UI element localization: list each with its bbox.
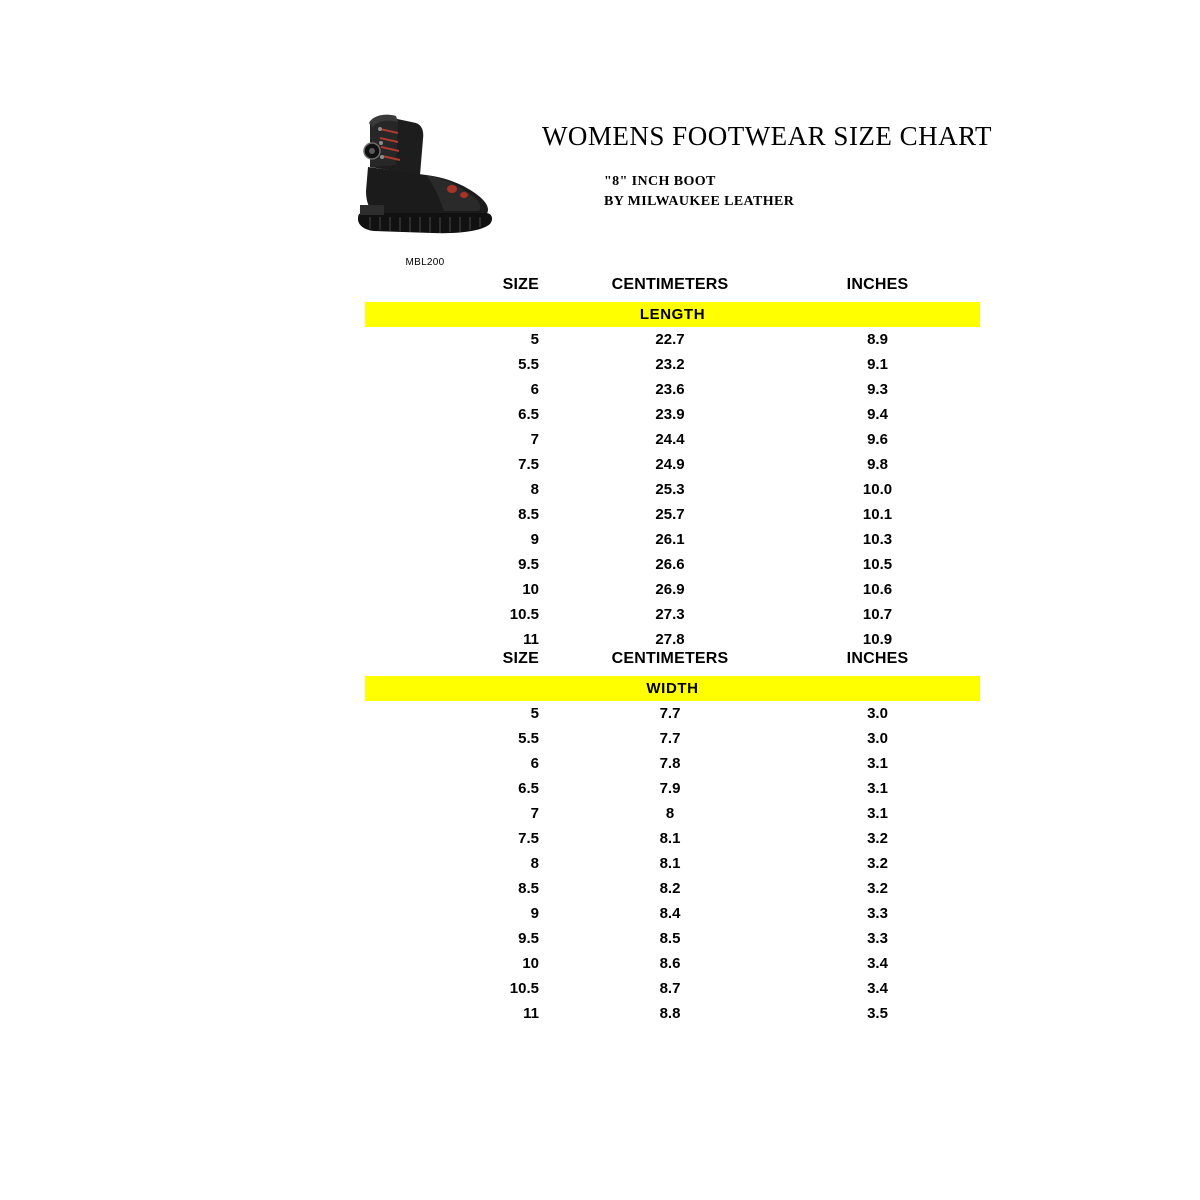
cell-size: 11 <box>523 631 539 648</box>
cell-size: 8.5 <box>518 880 539 897</box>
cell-centimeters: 8.4 <box>659 905 681 922</box>
subtitle-block <box>512 172 1022 212</box>
table-row <box>365 776 980 801</box>
column-header-centimeters: CENTIMETERS <box>611 650 729 667</box>
boot-photo-icon <box>340 105 510 255</box>
cell-size: 10 <box>522 581 539 598</box>
cell-centimeters: 26.9 <box>655 581 685 598</box>
cell-inches: 3.2 <box>867 830 888 847</box>
column-header-size: SIZE <box>502 276 539 293</box>
cell-size: 10.5 <box>509 606 539 623</box>
table-row <box>365 701 980 726</box>
section-band-length <box>365 302 980 327</box>
cell-size: 5.5 <box>518 730 539 747</box>
table-row <box>365 477 980 502</box>
table-row <box>365 951 980 976</box>
length-size-table <box>365 272 980 652</box>
cell-inches: 8.9 <box>867 331 888 348</box>
cell-size: 7.5 <box>518 456 539 473</box>
cell-centimeters: 24.9 <box>655 456 685 473</box>
cell-centimeters: 8 <box>665 805 675 822</box>
cell-size: 10 <box>522 955 539 972</box>
table-header-row <box>365 646 980 676</box>
table-row <box>365 726 980 751</box>
cell-size: 7.5 <box>518 830 539 847</box>
table-row <box>365 901 980 926</box>
cell-inches: 3.2 <box>867 855 888 872</box>
table-row <box>365 926 980 951</box>
column-header-centimeters: CENTIMETERS <box>611 276 729 293</box>
table-row <box>365 602 980 627</box>
cell-centimeters: 7.7 <box>659 730 681 747</box>
subtitle-product: "8" INCH BOOT <box>604 174 716 189</box>
section-band-width <box>365 676 980 701</box>
cell-size: 10.5 <box>509 980 539 997</box>
cell-inches: 3.0 <box>867 705 888 722</box>
table-row <box>365 377 980 402</box>
cell-centimeters: 25.3 <box>655 481 685 498</box>
table-row <box>365 851 980 876</box>
column-header-inches: INCHES <box>846 650 909 667</box>
cell-inches: 10.0 <box>862 481 893 498</box>
cell-size: 5 <box>530 705 539 722</box>
cell-centimeters: 8.6 <box>659 955 681 972</box>
cell-inches: 10.9 <box>862 631 893 648</box>
column-header-inches: INCHES <box>846 276 909 293</box>
cell-centimeters: 7.9 <box>659 780 681 797</box>
cell-centimeters: 8.2 <box>659 880 681 897</box>
cell-size: 8 <box>530 855 539 872</box>
cell-size: 5.5 <box>518 356 539 373</box>
cell-centimeters: 22.7 <box>655 331 685 348</box>
cell-size: 6.5 <box>518 780 539 797</box>
table-row <box>365 801 980 826</box>
cell-size: 9.5 <box>518 930 539 947</box>
cell-inches: 3.0 <box>867 730 888 747</box>
cell-size: 11 <box>523 1005 539 1022</box>
cell-centimeters: 7.7 <box>659 705 681 722</box>
table-row <box>365 826 980 851</box>
cell-centimeters: 25.7 <box>655 506 685 523</box>
cell-inches: 3.2 <box>867 880 888 897</box>
cell-centimeters: 26.6 <box>655 556 685 573</box>
cell-size: 6 <box>530 755 539 772</box>
cell-centimeters: 23.2 <box>655 356 685 373</box>
cell-inches: 3.1 <box>867 780 888 797</box>
subtitle-brand: BY MILWAUKEE LEATHER <box>604 194 795 209</box>
cell-inches: 10.7 <box>862 606 893 623</box>
cell-size: 6.5 <box>518 406 539 423</box>
page-title: WOMENS FOOTWEAR SIZE CHART <box>541 121 993 151</box>
cell-inches: 3.4 <box>867 980 888 997</box>
section-band-label: WIDTH <box>365 676 980 701</box>
width-size-table <box>365 646 980 1026</box>
cell-size: 5 <box>530 331 539 348</box>
product-image-block <box>340 105 510 268</box>
cell-centimeters: 27.3 <box>655 606 685 623</box>
cell-inches: 3.5 <box>867 1005 888 1022</box>
title-block <box>512 121 1022 212</box>
cell-size: 6 <box>530 381 539 398</box>
table-row <box>365 527 980 552</box>
cell-inches: 9.8 <box>867 456 888 473</box>
table-row <box>365 751 980 776</box>
section-band-label: LENGTH <box>365 302 980 327</box>
cell-inches: 10.3 <box>862 531 893 548</box>
cell-inches: 3.3 <box>867 905 888 922</box>
cell-centimeters: 8.1 <box>659 830 681 847</box>
cell-centimeters: 8.7 <box>659 980 681 997</box>
cell-centimeters: 23.9 <box>655 406 685 423</box>
table-row <box>365 402 980 427</box>
cell-size: 7 <box>530 805 539 822</box>
table-row <box>365 577 980 602</box>
product-code-label: MBL200 <box>405 257 445 268</box>
cell-centimeters: 8.8 <box>659 1005 681 1022</box>
cell-size: 9.5 <box>518 556 539 573</box>
table-row <box>365 552 980 577</box>
cell-size: 9 <box>530 531 539 548</box>
cell-inches: 9.4 <box>867 406 888 423</box>
cell-inches: 3.1 <box>867 805 888 822</box>
cell-centimeters: 8.5 <box>659 930 681 947</box>
cell-centimeters: 24.4 <box>655 431 685 448</box>
table-row <box>365 502 980 527</box>
table-row <box>365 427 980 452</box>
cell-inches: 10.1 <box>862 506 893 523</box>
table-row <box>365 1001 980 1026</box>
cell-inches: 9.1 <box>867 356 888 373</box>
cell-centimeters: 7.8 <box>659 755 681 772</box>
cell-inches: 10.5 <box>862 556 893 573</box>
chart-header <box>340 105 1020 275</box>
cell-size: 8 <box>530 481 539 498</box>
cell-centimeters: 8.1 <box>659 855 681 872</box>
table-header-row <box>365 272 980 302</box>
table-row <box>365 452 980 477</box>
cell-centimeters: 27.8 <box>655 631 685 648</box>
cell-inches: 3.4 <box>867 955 888 972</box>
cell-inches: 3.3 <box>867 930 888 947</box>
length-table-body <box>365 302 980 652</box>
cell-inches: 10.6 <box>862 581 893 598</box>
cell-size: 7 <box>530 431 539 448</box>
table-row <box>365 876 980 901</box>
cell-inches: 3.1 <box>867 755 888 772</box>
column-header-size: SIZE <box>502 650 539 667</box>
cell-inches: 9.3 <box>867 381 888 398</box>
cell-inches: 9.6 <box>867 431 888 448</box>
cell-size: 8.5 <box>518 506 539 523</box>
width-table-body <box>365 676 980 1026</box>
table-row <box>365 352 980 377</box>
table-row <box>365 976 980 1001</box>
cell-centimeters: 23.6 <box>655 381 685 398</box>
cell-centimeters: 26.1 <box>655 531 685 548</box>
cell-size: 9 <box>530 905 539 922</box>
table-row <box>365 327 980 352</box>
